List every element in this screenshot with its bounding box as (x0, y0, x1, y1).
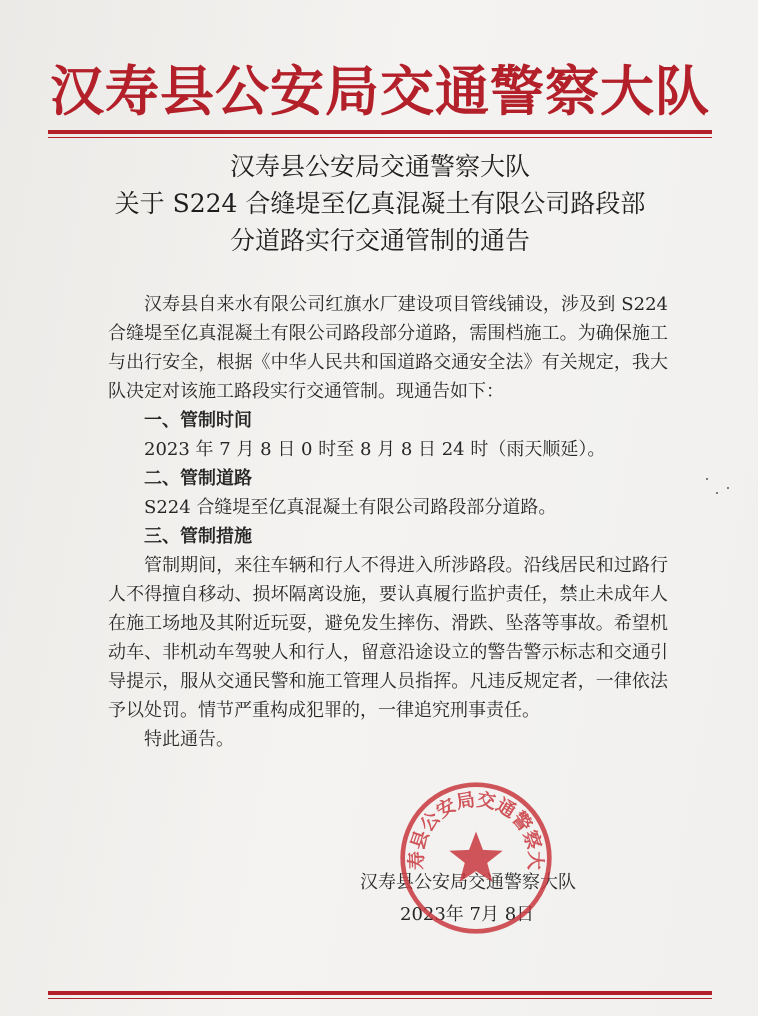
section-heading-time: 一、管制时间 (144, 410, 252, 431)
red-footer-rule-thin (48, 998, 712, 999)
paper-speck (716, 492, 718, 494)
title-line-2: 关于 S224 合缝堤至亿真混凝土有限公司路段部 (114, 189, 646, 218)
title-line-3: 分道路实行交通管制的通告 (229, 226, 530, 255)
section-heading-measures: 三、管制措施 (144, 526, 252, 547)
title-line-1: 汉寿县公安局交通警察大队 (229, 152, 530, 181)
intro-paragraph: 汉寿县自来水有限公司红旗水厂建设项目管线铺设，涉及到 S224 合缝堤至亿真混凝土有限公司路段部分道路，需围档施工。为确保施工与出行安全，根据《中华人民共和国道路交通安全法》有关规定，我大队决定对该施工路段实行交通管制。现通告如下： (108, 294, 668, 402)
section-text-time: 2023 年 7 月 8 日 0 时至 8 月 8 日 24 时（雨天顺延）。 (144, 439, 606, 460)
notice-body (108, 290, 668, 754)
notice-title (60, 148, 700, 259)
red-header-rule-thin (48, 137, 712, 138)
section-heading-road: 二、管制道路 (144, 468, 252, 489)
red-header-title: 汉寿县公安局交通警察大队 (50, 59, 710, 123)
red-header-rule-thick (48, 130, 712, 134)
paper-speck (706, 478, 708, 480)
red-footer-rule-thick (48, 991, 712, 995)
closing-line: 特此通告。 (144, 729, 234, 750)
section-text-road: S224 合缝堤至亿真混凝土有限公司路段部分道路。 (144, 497, 557, 518)
paper-speck (727, 487, 729, 489)
seal-text: 汉寿县公安局交通警察大队 (388, 764, 546, 871)
section-text-measures: 管制期间，来往车辆和行人不得进入所涉路段。沿线居民和过路行人不得擅自移动、损坏隔离设施，要认真履行监护责任，禁止未成年人在施工场地及其附近玩耍，避免发生摔伤、滑跌、坠落等事故。希望机动车、非机动车驾驶人和行人，留意沿途设立的警告警示标志和交通引导提示，服从交通民警和施工管理人员指挥。凡违反规定者，一律依法予以处罚。情节严重构成犯罪的，一律追究刑事责任。 (108, 555, 668, 721)
issue-date: 2023年 7月 8日 (400, 904, 535, 925)
signer: 汉寿县公安局交通警察大队 (360, 872, 576, 893)
seal-star-icon (449, 831, 502, 881)
official-seal (388, 764, 554, 936)
